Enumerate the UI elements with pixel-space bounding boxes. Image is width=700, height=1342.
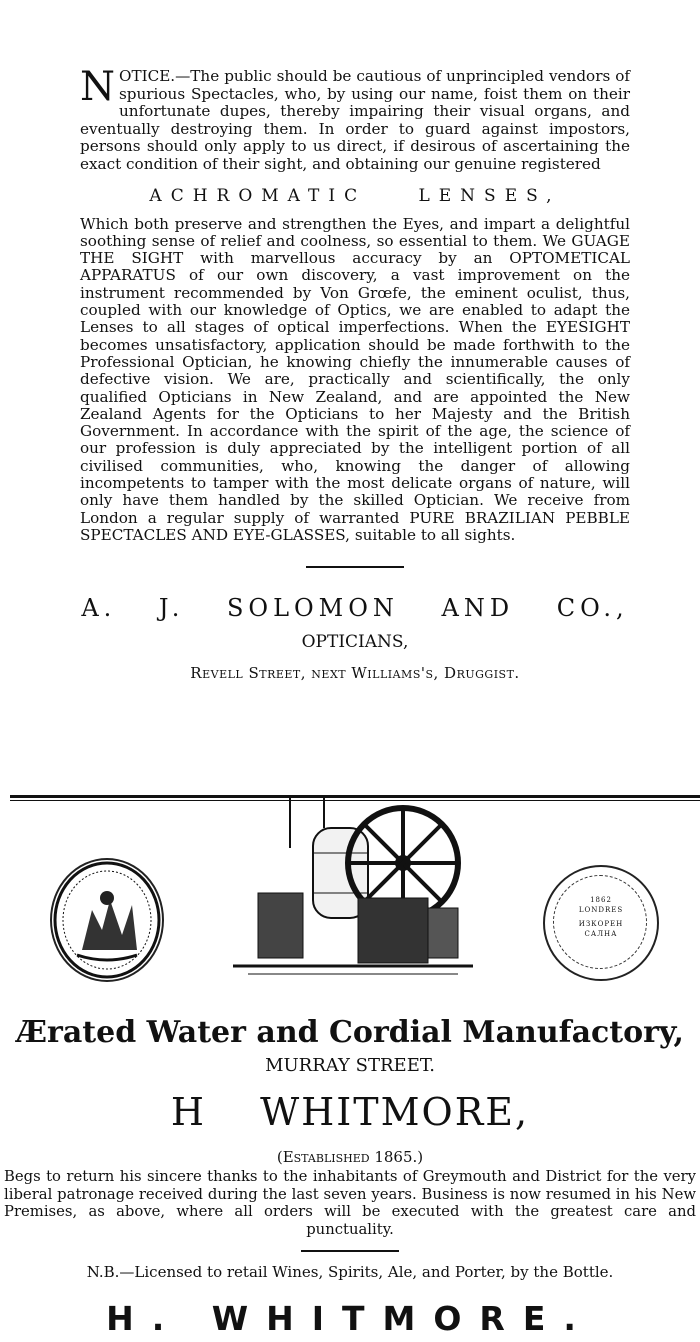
short-divider bbox=[306, 566, 404, 568]
whitmore-body-paragraph: Begs to return his sincere thanks to the inhabitants of Greymouth and District for the very liberal patronage received during the last seven years. Business is now resumed in his New Premises, as above, where all orders will be executed with the greatest care and punctuality. bbox=[4, 1168, 696, 1238]
medal-text-line: LONDRES bbox=[578, 906, 624, 914]
medal-text-line: 1862 bbox=[590, 896, 612, 904]
lenses-heading: ACHROMATIC LENSES, bbox=[149, 185, 561, 206]
notice-dropcap: N bbox=[80, 64, 115, 110]
right-medal-illustration bbox=[543, 865, 659, 981]
medal-text-line: САЛНА bbox=[584, 930, 618, 938]
machinery-illustration bbox=[228, 788, 478, 983]
whitmore-nb-line: N.B.—Licensed to retail Wines, Spirits, Ale, and Porter, by the Bottle. bbox=[86, 1263, 614, 1281]
notice-paragraph bbox=[80, 64, 630, 174]
whitmore-proprietor: H WHITMORE, bbox=[170, 1090, 530, 1134]
whitmore-footer-name: H. WHITMORE. bbox=[106, 1299, 594, 1338]
whitmore-headline: Ærated Water and Cordial Manufactory, bbox=[16, 1015, 684, 1050]
whitmore-street: MURRAY STREET. bbox=[265, 1055, 435, 1076]
medal-text-line: ИЗКОРЕН bbox=[578, 920, 624, 928]
short-divider bbox=[301, 1250, 399, 1252]
firm-trade: OPTICIANS, bbox=[301, 632, 409, 653]
lenses-body-paragraph: Which both preserve and strengthen the Eyes, and impart a delightful soothing sense of relief and coolness, so essential to them. We GUAGE THE SIGHT with marvellous accuracy by an OPTOMETICAL APPARATUS of our own discovery, a vast improvement on the instrument recommended by Von Grœfe, the eminent oculist, thus, coupled with our knowledge of Optics, we are enabled to adapt the Lenses to all stages of optical imperfections. When the EYESIGHT becomes unsatisfactory, application should be made forthwith to the Professional Optician, he knowing chiefly the innumerable causes of defective vision. We are, practically and scientifically, the only qualified Opticians in New Zealand, and are appointed the New Zealand Agents for the Opticians to her Majesty and the British Government. In accordance with the spirit of the age, the science of our profession is duly appreciated by the intelligent portion of all civilised communities, who, knowing the danger of allowing incompetents to tamper with the most delicate organs of nature, will only have them handled by the skilled Optician. We receive from London a regular supply of warranted PURE BRAZILIAN PEBBLE SPECTACLES AND EYE-GLASSES, suitable to all sights. bbox=[80, 214, 630, 544]
solomon-advertisement bbox=[80, 64, 630, 683]
firm-address: Revell Street, next Williams's, Druggist. bbox=[190, 664, 520, 683]
whitmore-established: (Established 1865.) bbox=[276, 1148, 424, 1166]
notice-text: OTICE.—The public should be cautious of unprincipled vendors of spurious Spectacles, who, by using our name, foist them on their unfortunate dupes, thereby impairing their visual organs, and eventually destroying them. In order to guard against impostors, persons should only apply to us direct, if desirous of ascertaining the exact condition of their sight, and obtaining our genuine registered bbox=[80, 67, 630, 173]
left-medal-illustration bbox=[50, 858, 164, 982]
firm-name: A. J. SOLOMON AND CO., bbox=[81, 594, 629, 623]
